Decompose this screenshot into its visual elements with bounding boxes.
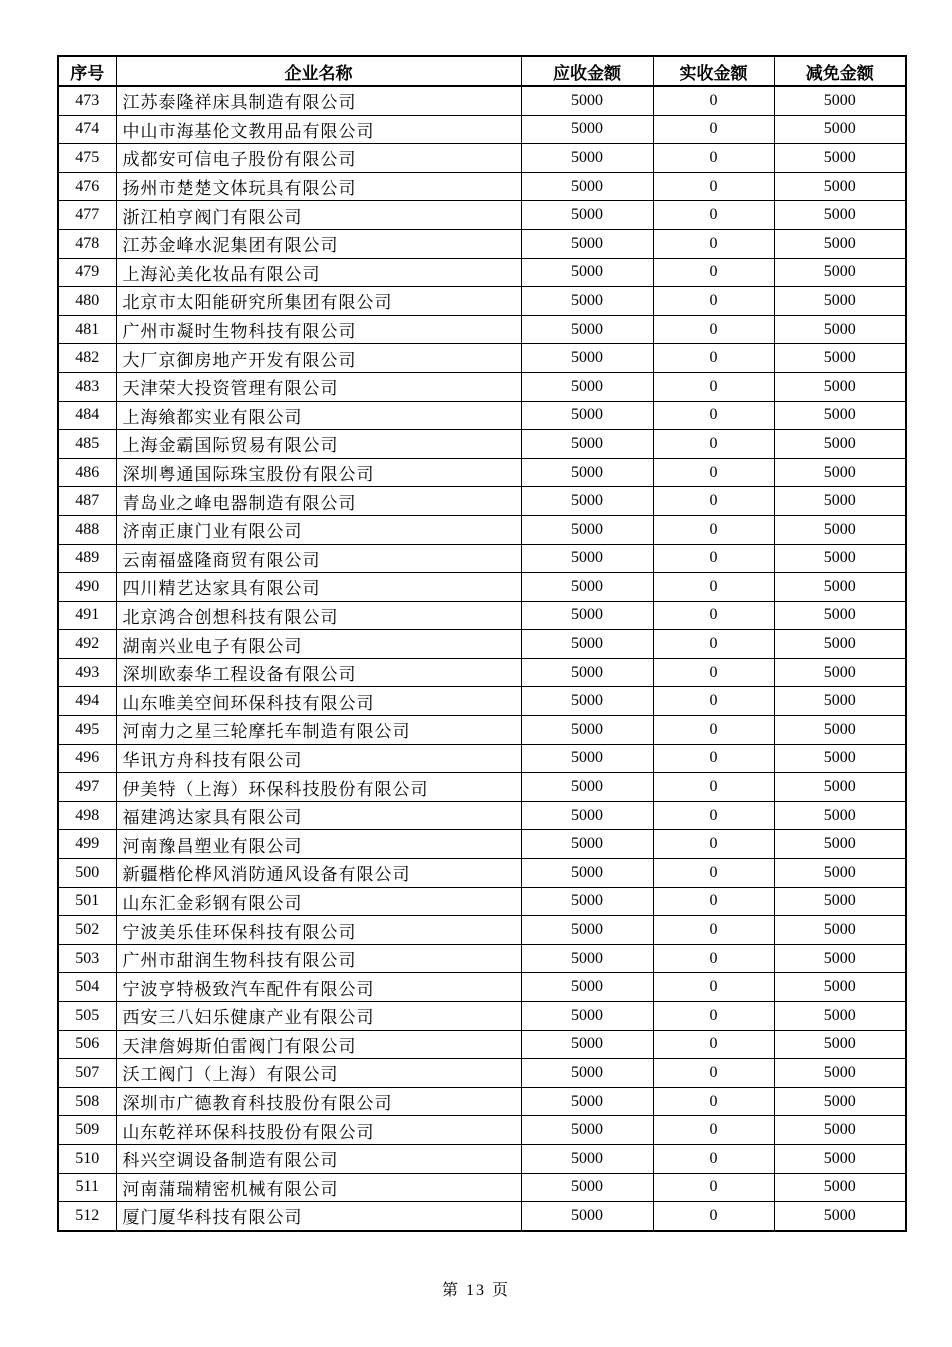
cell-company-name: 云南福盛隆商贸有限公司	[116, 544, 521, 573]
cell-receivable-amount: 5000	[521, 944, 653, 973]
cell-company-name: 深圳市广德教育科技股份有限公司	[116, 1087, 521, 1116]
table-row	[58, 372, 906, 401]
table-row	[58, 1116, 906, 1145]
cell-reduced-amount: 5000	[774, 258, 906, 287]
cell-receivable-amount: 5000	[521, 401, 653, 430]
cell-receivable-amount: 5000	[521, 487, 653, 516]
cell-company-name: 山东唯美空间环保科技有限公司	[116, 687, 521, 716]
cell-reduced-amount: 5000	[774, 86, 906, 115]
cell-receivable-amount: 5000	[521, 544, 653, 573]
table-row	[58, 544, 906, 573]
cell-serial: 483	[58, 372, 116, 401]
cell-company-name: 深圳欧泰华工程设备有限公司	[116, 658, 521, 687]
cell-company-name: 宁波亨特极致汽车配件有限公司	[116, 973, 521, 1002]
cell-serial: 492	[58, 630, 116, 659]
cell-receivable-amount: 5000	[521, 801, 653, 830]
cell-serial: 478	[58, 229, 116, 258]
cell-reduced-amount: 5000	[774, 515, 906, 544]
cell-serial: 473	[58, 86, 116, 115]
cell-company-name: 华讯方舟科技有限公司	[116, 744, 521, 773]
cell-reduced-amount: 5000	[774, 1202, 906, 1231]
cell-company-name: 北京市太阳能研究所集团有限公司	[116, 287, 521, 316]
cell-company-name: 浙江柏亨阀门有限公司	[116, 201, 521, 230]
cell-reduced-amount: 5000	[774, 544, 906, 573]
cell-serial: 511	[58, 1173, 116, 1202]
cell-serial: 506	[58, 1030, 116, 1059]
table-row	[58, 916, 906, 945]
header-row	[58, 56, 906, 86]
table-row	[58, 430, 906, 459]
cell-receivable-amount: 5000	[521, 916, 653, 945]
cell-received-amount: 0	[653, 1002, 774, 1031]
table-row	[58, 1002, 906, 1031]
cell-company-name: 济南正康门业有限公司	[116, 515, 521, 544]
table-row	[58, 973, 906, 1002]
cell-reduced-amount: 5000	[774, 229, 906, 258]
cell-receivable-amount: 5000	[521, 744, 653, 773]
cell-company-name: 广州市凝时生物科技有限公司	[116, 315, 521, 344]
cell-receivable-amount: 5000	[521, 1202, 653, 1231]
cell-receivable-amount: 5000	[521, 658, 653, 687]
cell-serial: 476	[58, 172, 116, 201]
table-row	[58, 86, 906, 115]
table-row	[58, 830, 906, 859]
cell-receivable-amount: 5000	[521, 458, 653, 487]
table-row	[58, 201, 906, 230]
cell-received-amount: 0	[653, 344, 774, 373]
cell-serial: 486	[58, 458, 116, 487]
table-row	[58, 630, 906, 659]
table-row	[58, 658, 906, 687]
cell-company-name: 厦门厦华科技有限公司	[116, 1202, 521, 1231]
cell-receivable-amount: 5000	[521, 344, 653, 373]
cell-serial: 485	[58, 430, 116, 459]
cell-reduced-amount: 5000	[774, 487, 906, 516]
table-row	[58, 801, 906, 830]
cell-serial: 477	[58, 201, 116, 230]
header-company-name: 企业名称	[116, 56, 521, 86]
cell-serial: 508	[58, 1087, 116, 1116]
cell-reduced-amount: 5000	[774, 315, 906, 344]
cell-serial: 479	[58, 258, 116, 287]
cell-company-name: 新疆楷伦桦风消防通风设备有限公司	[116, 859, 521, 888]
cell-reduced-amount: 5000	[774, 287, 906, 316]
cell-company-name: 伊美特（上海）环保科技股份有限公司	[116, 773, 521, 802]
cell-received-amount: 0	[653, 544, 774, 573]
cell-received-amount: 0	[653, 201, 774, 230]
cell-serial: 497	[58, 773, 116, 802]
cell-receivable-amount: 5000	[521, 973, 653, 1002]
cell-receivable-amount: 5000	[521, 630, 653, 659]
table-row	[58, 716, 906, 745]
cell-received-amount: 0	[653, 430, 774, 459]
cell-serial: 505	[58, 1002, 116, 1031]
cell-received-amount: 0	[653, 859, 774, 888]
cell-reduced-amount: 5000	[774, 916, 906, 945]
table-row	[58, 344, 906, 373]
cell-reduced-amount: 5000	[774, 830, 906, 859]
cell-received-amount: 0	[653, 973, 774, 1002]
cell-receivable-amount: 5000	[521, 687, 653, 716]
table-row	[58, 258, 906, 287]
cell-received-amount: 0	[653, 1116, 774, 1145]
cell-serial: 501	[58, 887, 116, 916]
cell-company-name: 福建鸿达家具有限公司	[116, 801, 521, 830]
cell-company-name: 大厂京御房地产开发有限公司	[116, 344, 521, 373]
cell-reduced-amount: 5000	[774, 630, 906, 659]
cell-reduced-amount: 5000	[774, 1087, 906, 1116]
cell-received-amount: 0	[653, 258, 774, 287]
cell-serial: 512	[58, 1202, 116, 1231]
cell-serial: 491	[58, 601, 116, 630]
cell-reduced-amount: 5000	[774, 744, 906, 773]
cell-reduced-amount: 5000	[774, 401, 906, 430]
cell-company-name: 成都安可信电子股份有限公司	[116, 144, 521, 173]
cell-receivable-amount: 5000	[521, 1002, 653, 1031]
cell-receivable-amount: 5000	[521, 287, 653, 316]
cell-receivable-amount: 5000	[521, 1059, 653, 1088]
header-serial: 序号	[58, 56, 116, 86]
cell-receivable-amount: 5000	[521, 430, 653, 459]
cell-serial: 510	[58, 1144, 116, 1173]
cell-reduced-amount: 5000	[774, 372, 906, 401]
cell-receivable-amount: 5000	[521, 1144, 653, 1173]
table-row	[58, 1173, 906, 1202]
cell-reduced-amount: 5000	[774, 887, 906, 916]
cell-company-name: 广州市甜润生物科技有限公司	[116, 944, 521, 973]
cell-reduced-amount: 5000	[774, 658, 906, 687]
cell-company-name: 山东乾祥环保科技股份有限公司	[116, 1116, 521, 1145]
cell-company-name: 宁波美乐佳环保科技有限公司	[116, 916, 521, 945]
cell-receivable-amount: 5000	[521, 1030, 653, 1059]
cell-receivable-amount: 5000	[521, 1116, 653, 1145]
table-row	[58, 1087, 906, 1116]
table-row	[58, 487, 906, 516]
cell-received-amount: 0	[653, 630, 774, 659]
cell-reduced-amount: 5000	[774, 172, 906, 201]
cell-received-amount: 0	[653, 1030, 774, 1059]
cell-company-name: 湖南兴业电子有限公司	[116, 630, 521, 659]
table-row	[58, 601, 906, 630]
table-row	[58, 1030, 906, 1059]
cell-received-amount: 0	[653, 1087, 774, 1116]
cell-received-amount: 0	[653, 315, 774, 344]
cell-reduced-amount: 5000	[774, 144, 906, 173]
cell-received-amount: 0	[653, 773, 774, 802]
table-row	[58, 573, 906, 602]
cell-serial: 504	[58, 973, 116, 1002]
cell-serial: 503	[58, 944, 116, 973]
cell-company-name: 上海沁美化妆品有限公司	[116, 258, 521, 287]
cell-receivable-amount: 5000	[521, 716, 653, 745]
cell-company-name: 上海金霸国际贸易有限公司	[116, 430, 521, 459]
cell-company-name: 扬州市楚楚文体玩具有限公司	[116, 172, 521, 201]
cell-received-amount: 0	[653, 1202, 774, 1231]
table-row	[58, 315, 906, 344]
cell-received-amount: 0	[653, 1173, 774, 1202]
cell-company-name: 深圳粤通国际珠宝股份有限公司	[116, 458, 521, 487]
cell-receivable-amount: 5000	[521, 773, 653, 802]
cell-serial: 509	[58, 1116, 116, 1145]
cell-company-name: 四川精艺达家具有限公司	[116, 573, 521, 602]
fee-table	[57, 55, 907, 1232]
cell-received-amount: 0	[653, 86, 774, 115]
cell-received-amount: 0	[653, 172, 774, 201]
cell-serial: 493	[58, 658, 116, 687]
cell-serial: 488	[58, 515, 116, 544]
cell-serial: 480	[58, 287, 116, 316]
cell-received-amount: 0	[653, 515, 774, 544]
cell-received-amount: 0	[653, 916, 774, 945]
cell-receivable-amount: 5000	[521, 372, 653, 401]
cell-serial: 489	[58, 544, 116, 573]
cell-company-name: 江苏泰隆祥床具制造有限公司	[116, 86, 521, 115]
cell-receivable-amount: 5000	[521, 258, 653, 287]
cell-receivable-amount: 5000	[521, 315, 653, 344]
cell-company-name: 中山市海基伦文教用品有限公司	[116, 115, 521, 144]
table-row	[58, 1059, 906, 1088]
table-row	[58, 744, 906, 773]
cell-reduced-amount: 5000	[774, 458, 906, 487]
cell-serial: 500	[58, 859, 116, 888]
cell-reduced-amount: 5000	[774, 1144, 906, 1173]
fee-table-header	[58, 56, 906, 86]
cell-received-amount: 0	[653, 229, 774, 258]
cell-received-amount: 0	[653, 287, 774, 316]
cell-received-amount: 0	[653, 115, 774, 144]
cell-reduced-amount: 5000	[774, 944, 906, 973]
table-row	[58, 229, 906, 258]
cell-company-name: 上海飨都实业有限公司	[116, 401, 521, 430]
cell-company-name: 河南豫昌塑业有限公司	[116, 830, 521, 859]
cell-received-amount: 0	[653, 1144, 774, 1173]
cell-serial: 496	[58, 744, 116, 773]
cell-reduced-amount: 5000	[774, 344, 906, 373]
cell-received-amount: 0	[653, 830, 774, 859]
cell-receivable-amount: 5000	[521, 830, 653, 859]
cell-reduced-amount: 5000	[774, 973, 906, 1002]
cell-receivable-amount: 5000	[521, 115, 653, 144]
page-number: 第 13 页	[441, 1282, 510, 1299]
cell-received-amount: 0	[653, 487, 774, 516]
cell-serial: 507	[58, 1059, 116, 1088]
cell-receivable-amount: 5000	[521, 201, 653, 230]
cell-company-name: 西安三八妇乐健康产业有限公司	[116, 1002, 521, 1031]
table-row	[58, 773, 906, 802]
cell-serial: 487	[58, 487, 116, 516]
cell-receivable-amount: 5000	[521, 887, 653, 916]
cell-received-amount: 0	[653, 658, 774, 687]
cell-reduced-amount: 5000	[774, 1059, 906, 1088]
cell-serial: 495	[58, 716, 116, 745]
cell-received-amount: 0	[653, 458, 774, 487]
cell-received-amount: 0	[653, 744, 774, 773]
cell-serial: 474	[58, 115, 116, 144]
table-row	[58, 1202, 906, 1231]
cell-reduced-amount: 5000	[774, 773, 906, 802]
cell-company-name: 山东汇金彩钢有限公司	[116, 887, 521, 916]
table-row	[58, 172, 906, 201]
cell-received-amount: 0	[653, 573, 774, 602]
cell-serial: 494	[58, 687, 116, 716]
cell-serial: 475	[58, 144, 116, 173]
cell-receivable-amount: 5000	[521, 229, 653, 258]
cell-reduced-amount: 5000	[774, 1030, 906, 1059]
cell-company-name: 河南蒲瑞精密机械有限公司	[116, 1173, 521, 1202]
cell-company-name: 江苏金峰水泥集团有限公司	[116, 229, 521, 258]
cell-received-amount: 0	[653, 601, 774, 630]
cell-reduced-amount: 5000	[774, 1116, 906, 1145]
cell-receivable-amount: 5000	[521, 573, 653, 602]
cell-serial: 484	[58, 401, 116, 430]
table-row	[58, 115, 906, 144]
table-row	[58, 944, 906, 973]
table-row	[58, 401, 906, 430]
cell-reduced-amount: 5000	[774, 1002, 906, 1031]
cell-reduced-amount: 5000	[774, 801, 906, 830]
header-received-amount: 实收金额	[653, 56, 774, 86]
cell-company-name: 天津詹姆斯伯雷阀门有限公司	[116, 1030, 521, 1059]
cell-received-amount: 0	[653, 801, 774, 830]
cell-company-name: 沃工阀门（上海）有限公司	[116, 1059, 521, 1088]
table-row	[58, 687, 906, 716]
cell-receivable-amount: 5000	[521, 859, 653, 888]
cell-reduced-amount: 5000	[774, 859, 906, 888]
cell-receivable-amount: 5000	[521, 144, 653, 173]
cell-company-name: 青岛业之峰电器制造有限公司	[116, 487, 521, 516]
cell-serial: 481	[58, 315, 116, 344]
table-row	[58, 859, 906, 888]
cell-received-amount: 0	[653, 887, 774, 916]
cell-received-amount: 0	[653, 401, 774, 430]
cell-receivable-amount: 5000	[521, 515, 653, 544]
header-reduced-amount: 减免金额	[774, 56, 906, 86]
table-row	[58, 144, 906, 173]
cell-receivable-amount: 5000	[521, 1173, 653, 1202]
cell-received-amount: 0	[653, 944, 774, 973]
cell-company-name: 北京鸿合创想科技有限公司	[116, 601, 521, 630]
cell-received-amount: 0	[653, 716, 774, 745]
cell-received-amount: 0	[653, 372, 774, 401]
cell-reduced-amount: 5000	[774, 115, 906, 144]
cell-company-name: 天津荣大投资管理有限公司	[116, 372, 521, 401]
table-row	[58, 515, 906, 544]
cell-serial: 499	[58, 830, 116, 859]
cell-serial: 490	[58, 573, 116, 602]
table-row	[58, 458, 906, 487]
cell-reduced-amount: 5000	[774, 716, 906, 745]
cell-reduced-amount: 5000	[774, 430, 906, 459]
cell-serial: 502	[58, 916, 116, 945]
table-row	[58, 1144, 906, 1173]
cell-company-name: 科兴空调设备制造有限公司	[116, 1144, 521, 1173]
cell-receivable-amount: 5000	[521, 172, 653, 201]
cell-receivable-amount: 5000	[521, 601, 653, 630]
cell-company-name: 河南力之星三轮摩托车制造有限公司	[116, 716, 521, 745]
cell-reduced-amount: 5000	[774, 201, 906, 230]
cell-received-amount: 0	[653, 144, 774, 173]
cell-reduced-amount: 5000	[774, 601, 906, 630]
cell-serial: 482	[58, 344, 116, 373]
cell-reduced-amount: 5000	[774, 1173, 906, 1202]
cell-received-amount: 0	[653, 687, 774, 716]
table-row	[58, 287, 906, 316]
cell-reduced-amount: 5000	[774, 687, 906, 716]
header-receivable-amount: 应收金额	[521, 56, 653, 86]
cell-receivable-amount: 5000	[521, 1087, 653, 1116]
cell-receivable-amount: 5000	[521, 86, 653, 115]
cell-serial: 498	[58, 801, 116, 830]
cell-reduced-amount: 5000	[774, 573, 906, 602]
table-row	[58, 887, 906, 916]
fee-table-body	[58, 86, 906, 1231]
cell-received-amount: 0	[653, 1059, 774, 1088]
